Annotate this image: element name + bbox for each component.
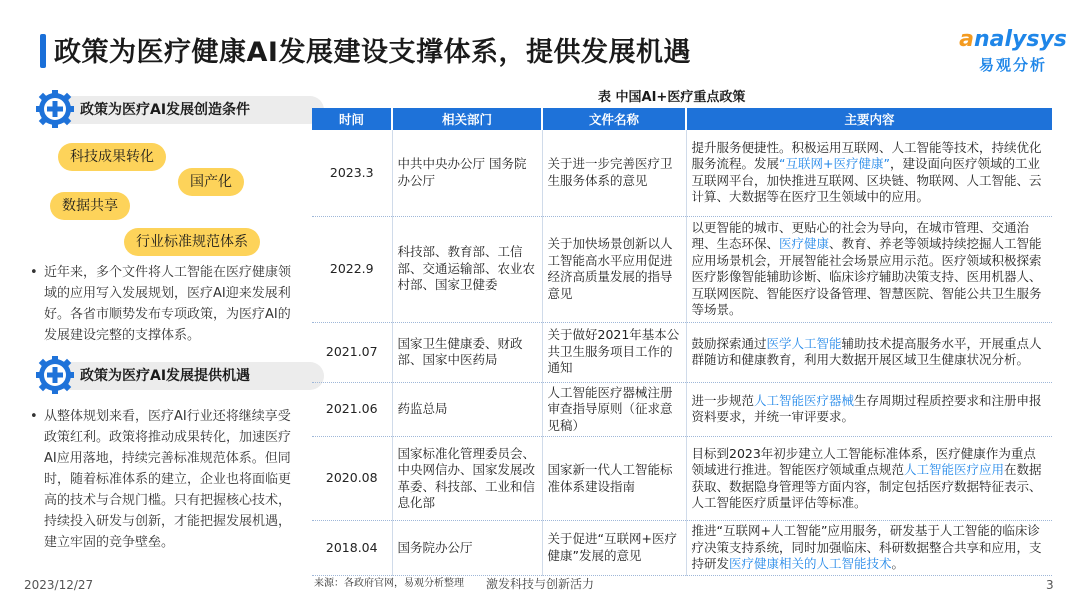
analysys-logo	[958, 28, 1068, 75]
table-caption: 表 中国AI+医疗重点政策	[598, 90, 746, 105]
bullet-dot-icon: •	[30, 409, 38, 424]
cell-dept: 国家标准化管理委员会、中央网信办、国家发展改革委、科技部、工业和信息化部	[392, 437, 542, 521]
section-header-conditions	[36, 90, 286, 124]
highlight-text: “互联网+医疗健康”	[779, 156, 890, 172]
content-text: 、教育、养老等领域持续挖掘人工智能应用场景机会，开展智能社会场景应用示范。医疗领域积极探索医疗影像智能辅助诊断、临床诊疗辅助决策支持、医用机器人、互联网医院、智能医疗设备管理、智慧医院、智能公共卫生服务等场景。	[691, 236, 1042, 317]
bullet-opportunities: • 从整体规划来看，医疗AI行业还将继续享受政策红利。政策将推动成果转化，加速医疗AI应用落地，持续完善标准规范体系。但同时，随着标准体系的建立，企业也将面临更高的技术与合规门槛。只有把握核心技术，持续投入研发与创新，才能把握发展机遇，建立牢固的竞争壁垒。	[30, 406, 298, 553]
content-text: 以更智能的城市、更贴心的社会为导向，在城市管理、交通治理、生态环保、	[691, 219, 1030, 251]
cell-content	[686, 130, 1052, 216]
column-header-content: 主要内容	[686, 108, 1052, 130]
gear-cross-icon	[36, 356, 74, 394]
tag-tech-transfer: 科技成果转化	[58, 143, 166, 171]
cell-content	[686, 437, 1052, 521]
table-header-row	[312, 108, 1052, 130]
cell-content	[686, 521, 1052, 576]
highlight-text: 医疗健康相关的人工智能技术	[729, 556, 892, 571]
highlight-text: 医疗健康	[779, 236, 830, 251]
column-header-time: 时间	[312, 108, 392, 130]
table-row	[312, 322, 1052, 382]
cell-time: 2020.08	[312, 437, 392, 521]
page-number: 3	[1046, 578, 1054, 592]
logo-chinese-name: 易观分析	[978, 56, 1047, 74]
cell-time: 2021.07	[312, 322, 392, 382]
section-title: 政策为医疗AI发展创造条件	[80, 102, 251, 118]
column-header-dept: 相关部门	[392, 108, 542, 130]
cell-content	[686, 322, 1052, 382]
footer-source: 来源：各政府官网，易观分析整理	[314, 578, 464, 589]
cell-time: 2018.04	[312, 521, 392, 576]
content-text: 提升服务便捷性。积极运用互联网、人工智能等技术，持续优化服务流程。发展	[691, 139, 1042, 172]
table-row	[312, 130, 1052, 216]
title-accent-bar	[40, 34, 46, 68]
highlight-text: 医学人工智能	[766, 335, 842, 351]
logo-wordmark: analysys	[959, 27, 1067, 52]
bullet-dot-icon: •	[30, 265, 38, 280]
cell-dept: 科技部、教育部、工信部、交通运输部、农业农村部、国家卫健委	[392, 216, 542, 322]
highlight-text: 人工智能医疗器械	[754, 392, 855, 408]
content-text: 辅助技术提高服务水平，开展重点人群随访和健康教育，利用大数据开展区域卫生健康状况分析。	[691, 335, 1042, 367]
cell-dept: 中共中央办公厅 国务院办公厅	[392, 130, 542, 216]
cell-dept: 国务院办公厅	[392, 521, 542, 576]
content-text: 生存周期过程质控要求和注册申报资料要求，并统一审评要求。	[691, 392, 1042, 425]
policy-table	[312, 108, 1052, 576]
cell-doc: 国家新一代人工智能标准体系建设指南	[542, 437, 686, 521]
content-text: 推进“互联网+人工智能”应用服务，研发基于人工智能的临床诊疗决策支持系统，同时加强临床、科研数据整合共享和应用，支持研发	[691, 523, 1042, 571]
cell-doc: 关于做好2021年基本公共卫生服务项目工作的通知	[542, 322, 686, 382]
content-text: 进一步规范	[691, 392, 755, 408]
column-header-doc: 文件名称	[542, 108, 686, 130]
gear-cross-icon	[36, 90, 74, 128]
content-text: 鼓励探索通过	[691, 335, 767, 351]
table-row	[312, 521, 1052, 576]
cell-dept: 药监总局	[392, 382, 542, 437]
cell-doc: 关于进一步完善医疗卫生服务体系的意见	[542, 130, 686, 216]
page-title: 政策为医疗健康AI发展建设支撑体系，提供发展机遇	[54, 37, 691, 68]
content-text: 。	[891, 556, 905, 571]
cell-doc: 关于促进“互联网+医疗健康”发展的意见	[542, 521, 686, 576]
table-row	[312, 382, 1052, 437]
table-row	[312, 216, 1052, 322]
tag-industry-standards: 行业标准规范体系	[124, 228, 260, 256]
cell-dept: 国家卫生健康委、财政部、国家中医药局	[392, 322, 542, 382]
table-body	[312, 130, 1052, 575]
footer-date: 2023/12/27	[24, 578, 94, 592]
footer-slogan: 激发科技与创新活力	[486, 577, 595, 591]
cell-time: 2022.9	[312, 216, 392, 322]
content-text: ，建设面向医疗领域的工业互联网平台，加快推进互联网、区块链、物联网、人工智能、云计算、大数据等在医疗卫生领域中的应用。	[691, 156, 1042, 205]
highlight-text: 人工智能医疗应用	[904, 462, 1005, 477]
section-title: 政策为医疗AI发展提供机遇	[80, 368, 251, 384]
section-header-opportunities	[36, 356, 286, 390]
table-row	[312, 437, 1052, 521]
cell-content	[686, 216, 1052, 322]
tag-data-sharing: 数据共享	[50, 192, 130, 220]
cell-time: 2023.3	[312, 130, 392, 216]
content-text: 目标到2023年初步建立人工智能标准体系，医疗健康作为重点领域进行推进。智能医疗领域重点规范	[691, 445, 1036, 477]
content-text: 在数据获取、数据隐身管理等方面内容，制定包括医疗数据特征表示、人工智能医疗质量评估等标准。	[691, 462, 1042, 510]
cell-doc: 人工智能医疗器械注册审查指导原则（征求意见稿）	[542, 382, 686, 437]
tag-localization: 国产化	[178, 168, 244, 196]
cell-doc: 关于加快场景创新以人工智能高水平应用促进经济高质量发展的指导意见	[542, 216, 686, 322]
cell-time: 2021.06	[312, 382, 392, 437]
bullet-conditions: • 近年来，多个文件将人工智能在医疗健康领域的应用写入发展规划，医疗AI迎来发展利好。各省市顺势发布专项政策，为医疗AI的发展建设完整的支撑体系。	[30, 262, 298, 346]
cell-content	[686, 382, 1052, 437]
